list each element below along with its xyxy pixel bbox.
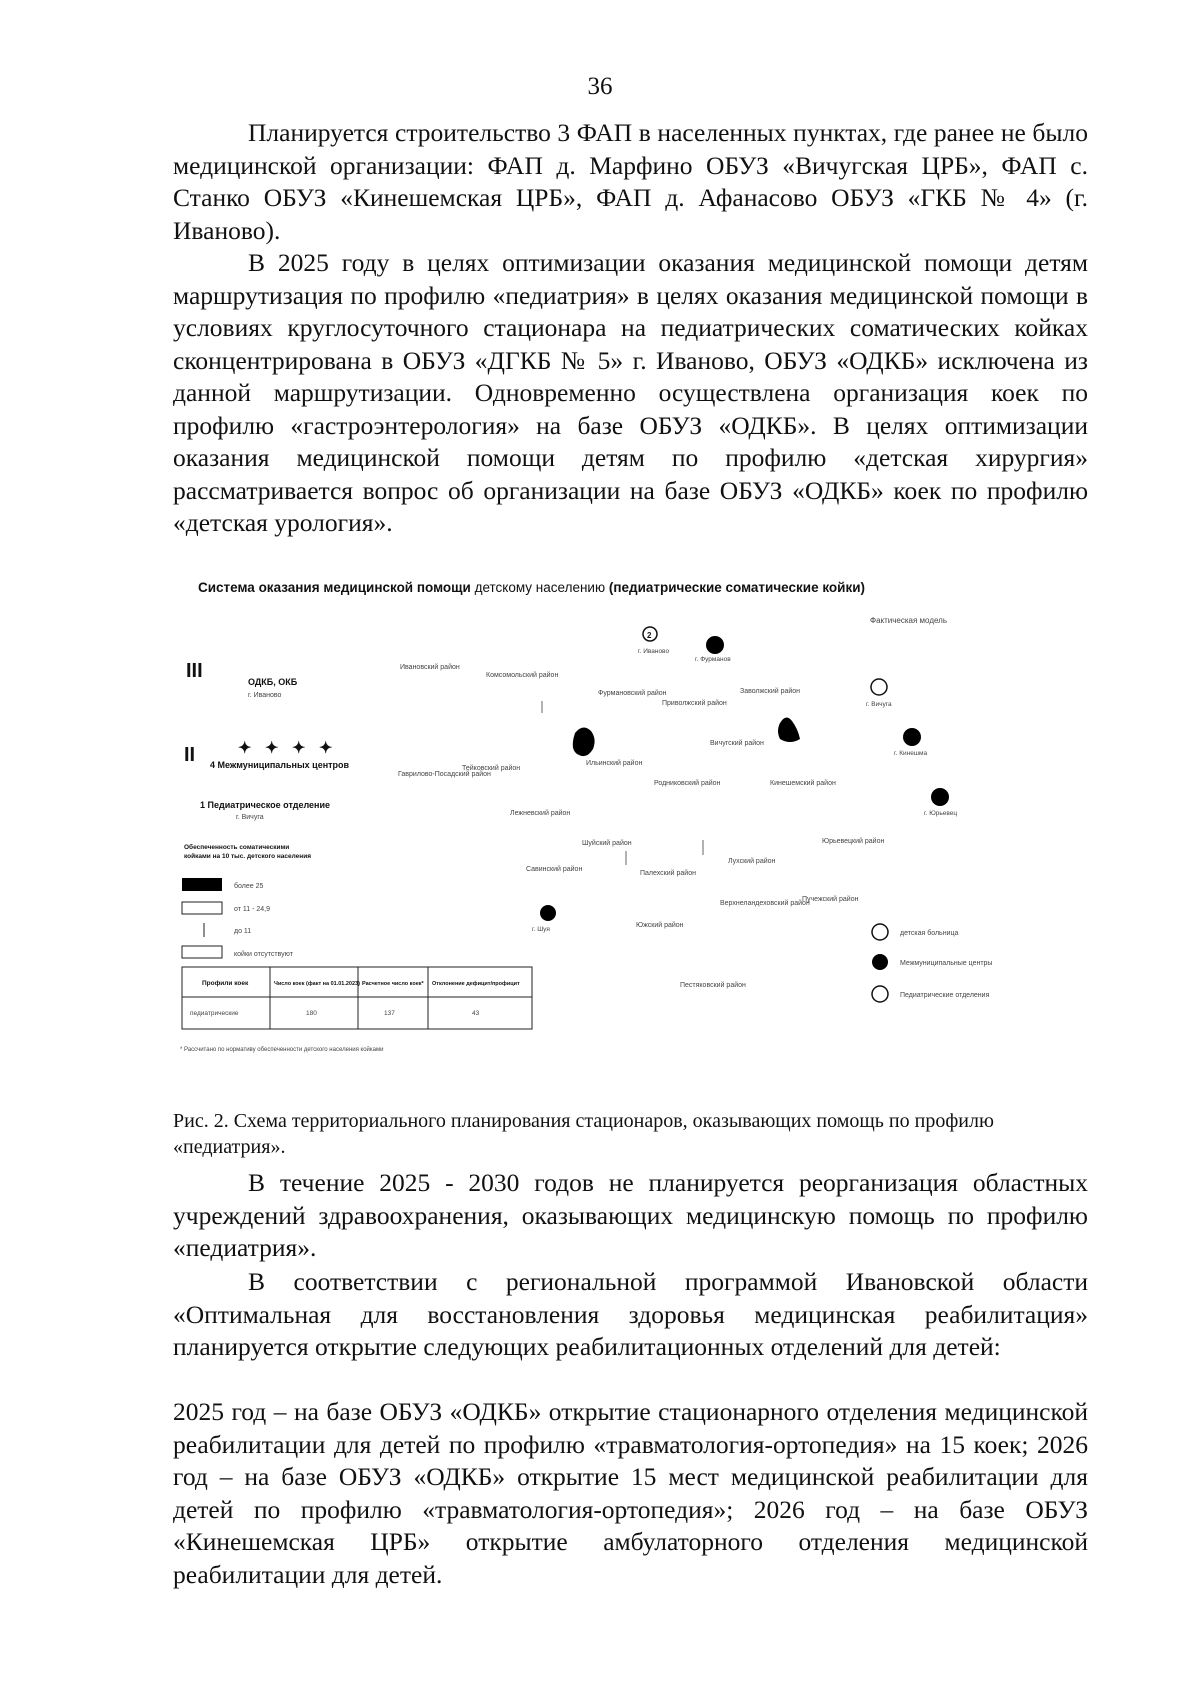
beds-table [182,967,532,1029]
district-teikovsky: Тейковский район [462,765,521,772]
district-komsomolsky: Комсомольский район [486,672,559,679]
district-privolzhsky: Приволжский район [662,700,727,707]
district-shuisky: Шуйский район [582,840,632,847]
district-savinsky: Савинский район [526,866,583,873]
intermunicipal-centers-stars-icon [238,740,332,757]
intermunicipal-center-marker-icon [540,905,556,921]
paragraph-rehabilitation-program: В соответствии с региональной программой Ивановской области «Оптимальная для восстановления здоровья медицинская реабилитация» планируется открытие следующих реабилитационных отделений для детей: [173,1267,1088,1361]
figure-title: Система оказания медицинской помощи детскому населению (педиатрические соматические койки) [198,580,866,595]
level-three-city: г. Иваново [248,692,282,699]
level-three-label: III [186,660,203,682]
district-vichugsky: Вичугский район [710,740,764,747]
city-shuya-label: г. Шуя [532,926,550,933]
legend-pediatric-icon [872,986,888,1002]
district-furmanovsky: Фурмановский район [598,690,667,697]
district-zavolzhsky: Заволжский район [740,688,801,695]
territorial-scheme-figure [170,605,1090,1095]
table-cell-deviation: 43 [472,1010,480,1017]
level-one-city: г. Вичуга [236,814,264,821]
page-number: 36 [587,73,613,100]
figure-caption: Рис. 2. Схема территориального планирования стационаров, оказывающих помощь по профилю «педиатрия». [173,1110,994,1158]
table-cell-profile: педиатрические [190,1010,239,1017]
map-legend-pediatric: Педиатрические отделения [900,992,990,999]
kineshma-district-blob [778,717,800,742]
district-kineshemsky: Кинешемский район [770,780,836,787]
district-ilyinsky: Ильинский район [586,760,643,767]
table-header-profile: Профили коек [202,980,249,987]
svg-text:✦: ✦ [238,740,252,757]
level-one-text: 1 Педиатрическое отделение [200,800,331,810]
paragraph-no-reorganization: В течение 2025 - 2030 годов не планируется реорганизация областных учреждений здравоохранения, оказывающих медицинскую помощь по профилю «педиатрия». [173,1168,1088,1262]
legend-label-none: койки отсутствуют [234,951,293,958]
table-header-actual: Число коек (факт на 01.01.2023) [274,981,360,987]
city-kineshma-label: г. Кинешма [894,750,928,757]
district-yuryevetsky: Юрьевецкий район [822,838,885,845]
district-lezhnevsky: Лежневский район [510,810,571,817]
legend-label-low: до 11 [234,928,252,935]
table-header-deviation: Отклонение дефицит/профицит [432,981,520,987]
district-ivanovsky: Ивановский район [400,664,460,671]
district-palekhsky: Палехский район [640,870,696,877]
map-legend-hospital: детская больница [900,930,959,937]
district-yuzhsky: Южский район [636,922,684,929]
legend-swatch-mid [182,902,222,914]
svg-text:✦: ✦ [292,740,306,757]
map-legend-intermunicipal: Межмуниципальные центры [900,960,993,967]
district-gavrilovo-posadsky: Гаврилово-Посадский район [398,771,491,778]
legend-label-mid: от 11 - 24,9 [234,906,271,913]
intermunicipal-center-marker-icon [706,636,724,654]
district-puchezhsky: Пучежский район [802,896,859,903]
legend-swatch-high [182,878,222,891]
supply-legend-title-2: койками на 10 тыс. детского населения [184,853,312,860]
legend-hospital-icon [872,924,888,940]
legend-label-high: более 25 [234,883,264,890]
district-rodnikovsky: Родниковский район [654,780,721,787]
table-cell-actual: 180 [306,1010,317,1017]
city-furmanov-label: г. Фурманов [695,656,731,663]
city-vichuga-label: г. Вичуга [866,701,892,708]
intermunicipal-center-marker-icon [903,728,921,746]
district-pestyakovsky: Пестяковский район [680,982,746,989]
children-hospital-marker-icon [871,679,887,695]
supply-legend-title-1: Обеспеченность соматическими [184,844,290,851]
paragraph-rehabilitation-plan: 2025 год – на базе ОБУЗ «ОДКБ» открытие стационарного отделения медицинской реабилитации для детей по профилю «травматология-ортопедия» на 15 коек; 2026 год – на базе ОБУЗ «ОДКБ» открытие 15 мест медицинской реабилитации для детей по профилю «травматология-ортопедия»; 2026 год – на базе ОБУЗ «Кинешемская ЦРБ» открытие амбулаторного отделения медицинской реабилитации для детей. [173,1397,1088,1589]
table-footnote: * Рассчитано по нормативу обеспеченности детского населения койками [180,1047,384,1053]
level-three-org: ОДКБ, ОКБ [248,677,298,687]
paragraph-pediatrics-routing: В 2025 году в целях оптимизации оказания медицинской помощи детям маршрутизация по профилю «педиатрия» в целях оказания медицинской помощи в условиях круглосуточного стационара на педиатрических соматических койках сконцентрирована в ОБУЗ «ДГКБ № 5» г. Иваново, ОБУЗ «ОДКБ» исключена из данной маршрутизации. Одновременно осуществлена организация коек по профилю «гастроэнтерология» на базе ОБУЗ «ОДКБ». В целях оптимизации оказания медицинской помощи детям по профилю «детская хирургия» рассматривается вопрос об организации на базе ОБУЗ «ОДКБ» коек по профилю «детская урология». [173,248,1088,537]
intermunicipal-center-marker-icon [931,788,949,806]
city-yuryevets-label: г. Юрьевец [924,810,958,817]
district-verkhnelandekhovsky: Верхнеландеховский район [720,900,810,907]
paragraph-fap: Планируется строительство 3 ФАП в населенных пунктах, где ранее не было медицинской организации: ФАП д. Марфино ОБУЗ «Вичугская ЦРБ», ФАП с. Станко ОБУЗ «Кинешемская ЦРБ», ФАП д. Афанасово ОБУЗ «ГКБ № 4» (г. Иваново). [173,118,1088,245]
level-two-label: II [184,744,196,766]
svg-text:✦: ✦ [319,740,333,757]
table-header-calculated: Расчетное число коек* [362,981,424,987]
svg-text:✦: ✦ [265,740,279,757]
model-label: Фактическая модель [870,616,948,625]
legend-swatch-none [182,946,222,958]
district-lukhsky: Лухский район [728,858,776,865]
legend-intermunicipal-icon [872,954,888,970]
svg-text:2: 2 [647,631,652,640]
city-ivanovo-label: г. Иваново [638,648,670,655]
level-two-text: 4 Межмуниципальных центров [210,760,350,770]
table-cell-calculated: 137 [384,1010,395,1017]
ivanovo-district-blob [573,727,595,756]
